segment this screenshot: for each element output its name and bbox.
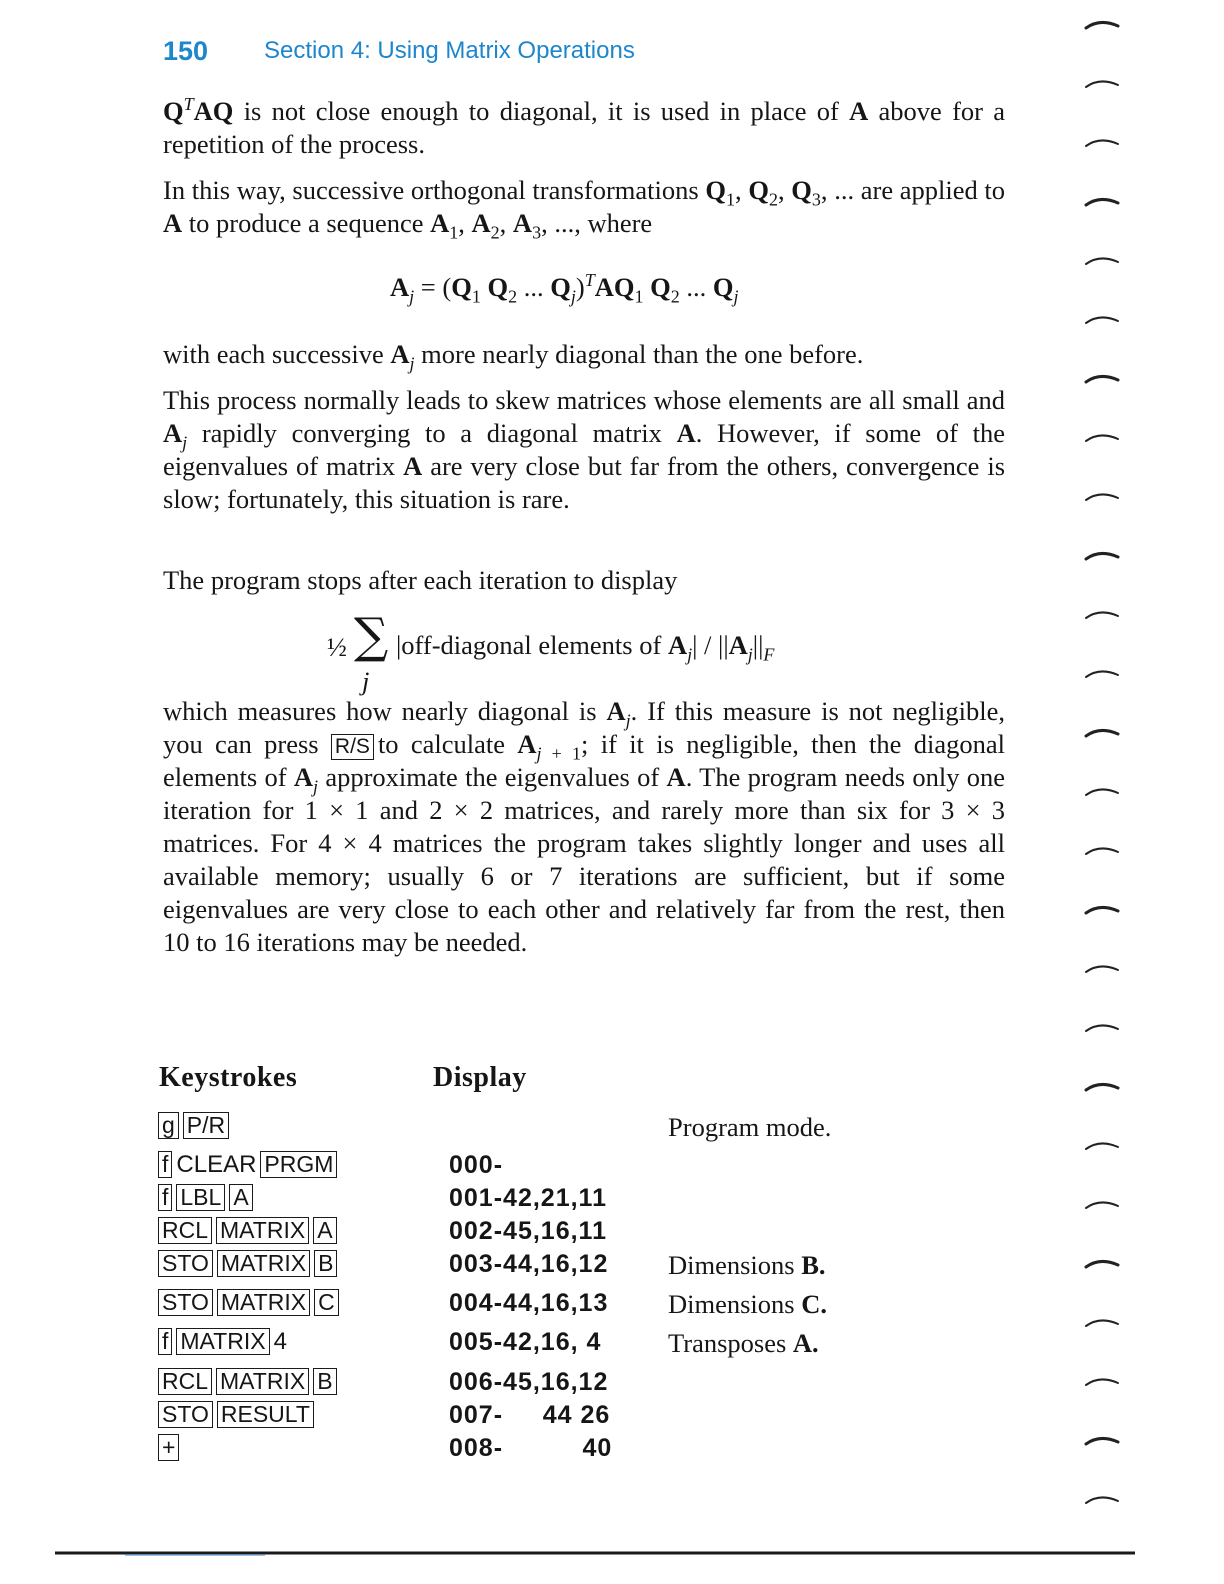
display-code: 005-42,16, 4: [449, 1328, 602, 1356]
key-a: A: [313, 1217, 336, 1244]
display-code: 004-44,16,13: [449, 1289, 609, 1317]
tab-arc: [1086, 435, 1118, 441]
thumb-index-edge: [1080, 0, 1140, 1584]
key-sto: STO: [158, 1401, 213, 1428]
key-matrix: MATRIX: [216, 1368, 309, 1395]
tab-arc: [1086, 966, 1118, 972]
plain-keystroke: CLEAR: [176, 1151, 257, 1178]
key-a: A: [229, 1184, 252, 1211]
keystroke-sequence: [158, 1401, 318, 1428]
key-g: g: [158, 1112, 179, 1139]
table-row: [0, 1434, 1224, 1464]
keystroke-sequence: [158, 1250, 341, 1277]
key-result: RESULT: [217, 1401, 314, 1428]
tab-arc: [1086, 81, 1118, 87]
tab-arc: [1086, 494, 1118, 500]
key-matrix: MATRIX: [217, 1250, 310, 1277]
tab-arc: [1086, 553, 1118, 559]
tab-arc: [1086, 1261, 1118, 1267]
table-row: [0, 1289, 1224, 1319]
tab-arc: [1086, 258, 1118, 264]
row-note: Program mode.: [668, 1112, 832, 1142]
tab-arc: [1086, 140, 1118, 146]
key-matrix: MATRIX: [176, 1328, 269, 1355]
table-row: [0, 1184, 1224, 1214]
display-code: 008- 40: [449, 1434, 613, 1462]
tab-arc: [1086, 789, 1118, 795]
page-number: 150: [163, 36, 209, 66]
tab-arc: [1086, 730, 1118, 736]
key-b: B: [314, 1250, 337, 1277]
table-row: [0, 1250, 1224, 1280]
paragraph-2: In this way, successive orthogonal transformations $Q_1$, $Q_2$, $Q_3$, ... are applied to A to produce a sequence $A_1$, $A_2$, $A_3$, ..., where: [163, 175, 1006, 243]
plain-keystroke: 4: [273, 1328, 287, 1355]
table-row: [0, 1368, 1224, 1398]
table-row: [0, 1328, 1224, 1358]
table-row: [0, 1217, 1224, 1247]
tab-arc: [1086, 1438, 1118, 1444]
keystroke-sequence: [158, 1328, 291, 1356]
tab-arc: [1086, 1025, 1118, 1031]
rs-key: R/S: [331, 734, 374, 760]
tab-arc: [1086, 1379, 1118, 1385]
keystroke-sequence: [158, 1151, 341, 1179]
tab-arc: [1086, 22, 1118, 28]
paragraph-5: The program stops after each iteration to display: [163, 565, 678, 595]
tab-arc: [1086, 1084, 1118, 1090]
key-lbl: LBL: [176, 1184, 225, 1211]
paragraph-1: $Q^TAQ$ is not close enough to diagonal, it is used in place of A above for a repetition of the process.: [163, 94, 1006, 159]
table-row: [0, 1112, 1224, 1142]
paragraph-4: This process normally leads to skew matrices whose elements are all small and $A_j$ rapidly converging to a diagonal matrix A. However, if some of the eigenvalues of matrix A are very close but far from the others, convergence is slow; fortunately, this situation is rare.: [163, 385, 1006, 514]
display-code: 002-45,16,11: [449, 1217, 607, 1245]
display-code: 001-42,21,11: [449, 1184, 607, 1212]
display-code: 006-45,16,12: [449, 1368, 609, 1396]
keystroke-sequence: [158, 1112, 233, 1139]
key-sto: STO: [158, 1289, 213, 1316]
tab-arc: [1086, 1143, 1118, 1149]
key-b: B: [313, 1368, 336, 1395]
row-note: Transposes A.: [668, 1328, 819, 1358]
tab-arc: [1086, 848, 1118, 854]
display-heading: Display: [433, 1062, 527, 1093]
key-f: f: [158, 1151, 172, 1178]
key--: +: [158, 1434, 179, 1461]
keystroke-sequence: [158, 1184, 257, 1211]
display-code: 000-: [449, 1151, 504, 1179]
tab-arc: [1086, 1497, 1118, 1503]
keystroke-sequence: [158, 1289, 343, 1316]
tab-arc: [1086, 317, 1118, 323]
tab-arc: [1086, 199, 1118, 205]
keystrokes-heading: Keystrokes: [159, 1062, 298, 1093]
tab-arc: [1086, 907, 1118, 913]
tab-arc: [1086, 1320, 1118, 1326]
display-code: 007- 44 26: [449, 1401, 611, 1429]
row-note: Dimensions C.: [668, 1289, 828, 1319]
keystroke-sequence: [158, 1217, 341, 1244]
keystroke-sequence: [158, 1368, 341, 1395]
bottom-rule: [55, 1550, 1135, 1556]
key-f: f: [158, 1328, 172, 1355]
row-note: Dimensions B.: [668, 1250, 826, 1280]
key-c: C: [314, 1289, 339, 1316]
table-row: [0, 1401, 1224, 1431]
key-sto: STO: [158, 1250, 213, 1277]
key-rcl: RCL: [158, 1217, 212, 1244]
key-p-r: P/R: [183, 1112, 229, 1139]
tab-arc: [1086, 1202, 1118, 1208]
sigma-symbol: ∑: [354, 608, 389, 664]
tab-arc: [1086, 671, 1118, 677]
table-row: [0, 1151, 1224, 1181]
iteration-equation: $A_j = (Q_1$ $Q_2$ ... $Q_j)^TAQ_1$ $Q_2$ ... $Q_j$: [390, 270, 739, 307]
keystroke-sequence: [158, 1434, 183, 1461]
key-matrix: MATRIX: [217, 1289, 310, 1316]
key-f: f: [158, 1184, 172, 1211]
paragraph-3: with each successive $A_j$ more nearly diagonal than the one before.: [163, 339, 864, 374]
display-code: 003-44,16,12: [449, 1250, 609, 1278]
key-rcl: RCL: [158, 1368, 212, 1395]
key-matrix: MATRIX: [216, 1217, 309, 1244]
tab-arc: [1086, 612, 1118, 618]
paragraph-6: which measures how nearly diagonal is $A_j$. If this measure is not negligible, you can press R/S to calculate $A_{j + 1}$; if it is negligible, then the diagonal elements of $A_j$ approximate the eigenvalues of A. The program needs only one iteration for 1 × 1 and 2 × 2 matrices, and rarely more than six for 3 × 3 matrices. For 4 × 4 matrices the program takes slightly longer and uses all available memory; usually 6 or 7 iterations are sufficient, but if some eigenvalues are very close to each other and relatively far from the rest, then 10 to 16 iterations may be needed.: [163, 696, 1006, 957]
tab-arc: [1086, 376, 1118, 382]
key-prgm: PRGM: [260, 1151, 337, 1178]
section-title: Section 4: Using Matrix Operations: [264, 37, 635, 64]
